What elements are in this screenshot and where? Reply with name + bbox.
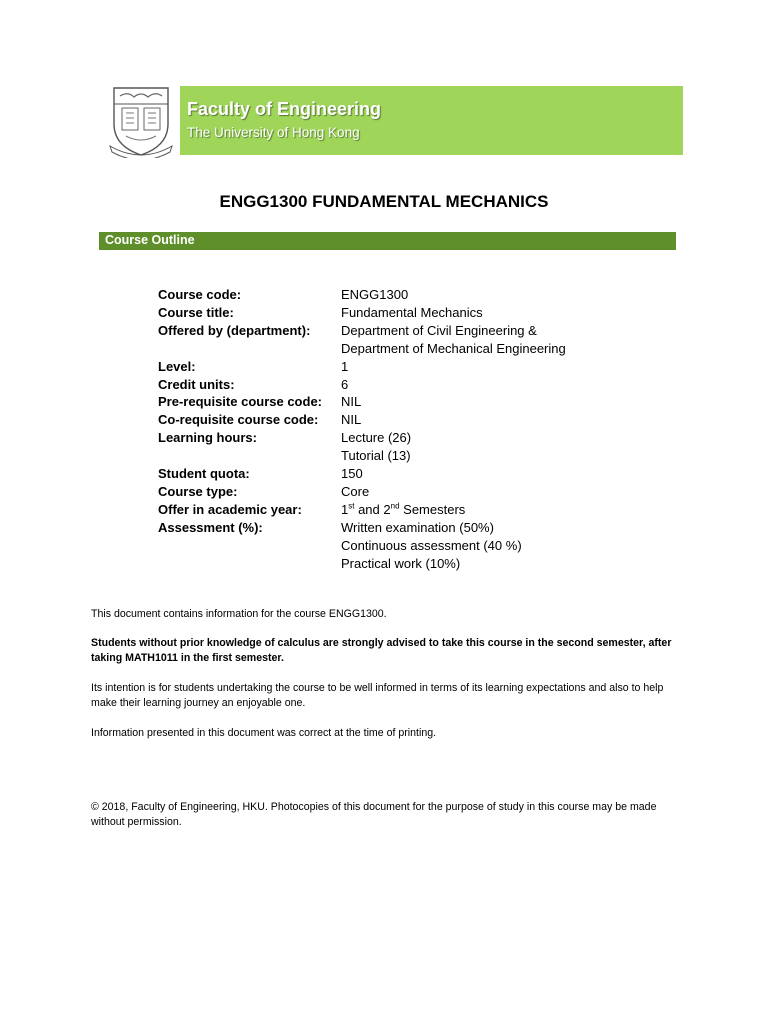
info-row	[158, 304, 566, 322]
info-row	[158, 429, 566, 465]
info-label: Student quota:	[158, 466, 250, 482]
info-value	[341, 501, 465, 519]
info-label: Course code:	[158, 287, 242, 302]
info-value: Continuous assessment (40 %)	[341, 537, 522, 553]
info-label: Course title:	[158, 304, 234, 320]
info-label: Learning hours:	[158, 430, 257, 446]
offer-part: and 2	[354, 501, 391, 517]
document-title: ENGG1300 FUNDAMENTAL MECHANICS	[219, 192, 549, 211]
info-value: Department of Mechanical Engineering	[341, 340, 566, 356]
section-header	[99, 232, 676, 250]
info-value: Tutorial (13)	[341, 448, 411, 464]
offer-part: Semesters	[399, 501, 466, 517]
info-value: Department of Civil Engineering &	[341, 322, 537, 338]
info-value: NIL	[341, 412, 362, 428]
ordinal-suffix: nd	[390, 501, 400, 511]
info-value: Lecture (26)	[341, 430, 412, 446]
paragraph-intention: Its intention is for students undertaking the course to be well informed in terms of its learning expectations and also to help make their learning journey an enjoyable one.	[91, 682, 664, 709]
section-label: Course Outline	[105, 233, 195, 247]
info-value: Fundamental Mechanics	[341, 304, 483, 320]
info-value: 150	[341, 466, 363, 482]
info-row	[158, 519, 566, 573]
university-name: The University of Hong Kong	[187, 125, 360, 140]
faculty-banner	[180, 86, 683, 155]
offer-part: 1	[341, 501, 349, 517]
info-label: Credit units:	[158, 376, 235, 392]
info-row	[158, 393, 566, 411]
paragraph-printing-note: Information presented in this document was correct at the time of printing.	[91, 727, 437, 739]
info-label: Offer in academic year:	[158, 501, 302, 517]
info-label: Offered by (department):	[158, 322, 311, 338]
info-row	[158, 465, 566, 483]
faculty-name: Faculty of Engineering	[187, 99, 382, 119]
info-value: ENGG1300	[341, 287, 409, 302]
hku-crest-icon	[108, 84, 174, 158]
info-row	[158, 322, 566, 358]
info-row	[158, 483, 566, 501]
info-value: 6	[341, 376, 349, 392]
info-value: 1	[341, 358, 349, 374]
info-row	[158, 286, 566, 304]
info-value: Written examination (50%)	[341, 519, 494, 535]
info-label: Pre-requisite course code:	[158, 394, 322, 410]
copyright-notice: © 2018, Faculty of Engineering, HKU. Photocopies of this document for the purpose of study in this course may be made without permission.	[91, 801, 657, 828]
info-label: Co-requisite course code:	[158, 412, 319, 428]
paragraph-intro: This document contains information for the course ENGG1300.	[91, 608, 387, 620]
info-row	[158, 358, 566, 376]
info-row	[158, 376, 566, 394]
course-info-table	[158, 286, 566, 573]
info-value: NIL	[341, 394, 362, 410]
info-row	[158, 411, 566, 429]
paragraph-calculus-advice: Students without prior knowledge of calculus are strongly advised to take this course in the second semester, after taking MATH1011 in the first semester.	[91, 637, 672, 664]
ordinal-suffix: st	[348, 501, 355, 511]
info-label: Course type:	[158, 483, 238, 499]
info-value: Core	[341, 483, 370, 499]
info-label: Assessment (%):	[158, 519, 263, 535]
info-value: Practical work (10%)	[341, 555, 461, 571]
info-label: Level:	[158, 358, 196, 374]
info-row	[158, 501, 566, 519]
